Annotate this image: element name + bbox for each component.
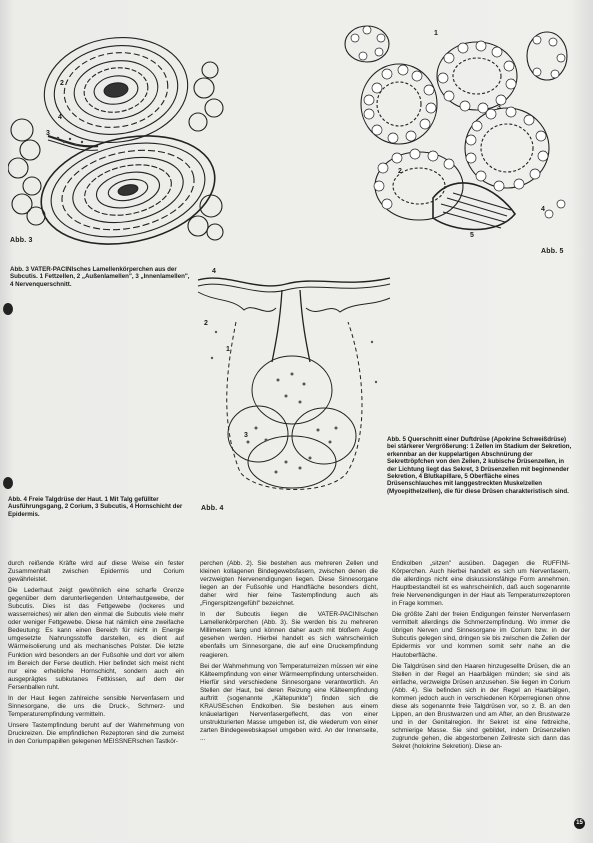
text-column-3 [392,560,570,836]
paragraph: In der Haut liegen zahlreiche sensible Nervenfasern und Sinnesorgane, die uns die Druck-, Schmerz- und Temperaturempfindung vermitteln. [8,694,184,718]
paragraph: Die Lederhaut zeigt gewöhnlich eine scharfe Grenze gegenüber dem darunterliegenden Unterhautgewebe, der Subcutis. Dies ist das Fettgewebe (lockeres und wasserreiches) wir allen den einmal die Subcutis viele mehr oder weniger Fettgewebe. Diese hat nämlich eine zweifache Bedeutung: Es kann einen Bereich für nicht in Energie umgesetzte Nahrungsstoffe darstellen, es dient auf Wärmeisolierung und als mechanisches Polster. Die letzte Funktion wird besonders an der Fußsohle und dort vor allem im Bereich der Ferse deutlich. Hier befindet sich meist nicht nur eine erhebliche Hornschicht, sondern auch ein ausgeprägtes subkutanes Fettkissen, auf dem der Fersenballen ruht. [8,587,184,691]
page-number: 15 [574,818,585,829]
figure-5-label: Abb. 5 [541,248,564,255]
figure-5-illustration [337,18,573,244]
figure-3-label: Abb. 3 [10,237,33,244]
paragraph: Unsere Tastempfindung beruht auf der Wahrnehmung von Druckreizen. Die empfindlichen Rezeptoren sind die zumeist in den Coriumpapillen gelegenen MEISSNERschen Tastkör- [8,721,184,745]
figure-4-caption: Abb. 4 Freie Talgdrüse der Haut. 1 Mit Talg gefüllter Ausführungsgang, 2 Corium, 3 Subcutis, 4 Hornschicht der Epidermis. [8,496,183,518]
punch-hole [3,303,13,315]
figure-3-marker: 4 [58,114,62,121]
figure-5-marker: 2 [398,168,402,175]
figure-5-caption: Abb. 5 Querschnitt einer Duftdrüse (Apokrine Schweißdrüse) bei stärkerer Vergrößerung: 1 Zellen im Stadium der Sekretion, erkennbar an der kuppelartigen Abschnürung der Sekrettröpfchen von den Zellen, 2 kubische Drüsenzellen, in der Lichtung liegt das Sekret, 3 Drüsenzellen mit beginnender Sekretion, 4 Blutkapillare, 5 Oberfläche eines Drüsenschlauches mit langgestreckten Muskelzellen (Myoepithelzellen), die für diese Drüsen charakteristisch sind. [387,436,572,495]
text-column-2 [200,560,378,836]
figure-4-marker: 4 [212,268,216,275]
paragraph: Die größte Zahl der freien Endigungen feinster Nervenfasern vermittelt allerdings die Schmerzempfindung. Wo immer die übrigen Nerven und Sinnesorgane im Corium bzw. in der Subcutis gelegen sind, dringen sie bis zwischen die Zellen der Epidermis vor und kommen somit sehr nahe an die Hautoberfläche. [392,611,570,659]
figure-4-label: Abb. 4 [201,505,224,512]
figure-4-marker: 3 [244,432,248,439]
figure-5-marker: 3 [497,104,501,111]
figure-4-illustration [196,262,392,502]
paragraph: In der Subcutis liegen die VATER-PACINIschen Lamellenkörperchen (Abb. 3). Sie werden bis zu mehreren Millimetern lang und können daher auch mit bloßem Auge gesehen werden. Hierbei handelt es sich wahrscheinlich ebenfalls um Sinnesorgane, die auf eine Druckempfindung reagieren. [200,611,378,659]
figure-4-marker: 1 [226,346,230,353]
figure-5-marker: 1 [434,30,438,37]
figure-5-marker: 4 [541,206,545,213]
punch-hole [3,477,13,489]
paragraph: perchen (Abb. 2). Sie bestehen aus mehreren Zellen und kleinen kollagenen Bindegewebsfasern, zwischen denen die verzweigten Nervenendigungen liegen. Diese Sinnesorgane liegen an der Fußsohle und Handfläche besonders dicht, daher wird hier feine Tastempfindung auch als „Fingerspitzengefühl" bezeichnet. [200,560,378,608]
figure-5-marker: 5 [470,232,474,239]
figure-3-marker: 3 [46,130,50,137]
figure-4-marker: 2 [204,320,208,327]
figure-3-caption: Abb. 3 VATER-PACINIsches Lamellenkörperchen aus der Subcutis. 1 Fettzellen, 2 „Außenlamellen", 3 „Innenlamellen", 4 Nervenquerschnitt. [10,266,190,288]
figure-3-marker: 2 [60,80,64,87]
paragraph: durch reißende Kräfte wird auf diese Weise ein fester Zusammenhalt zwischen Epidermis und Corium gewährleistet. [8,560,184,584]
text-column-1 [8,560,184,836]
paragraph: Endkolben „sitzen" ausüben. Dagegen die RUFFINI-Körperchen. Auch hierbei handelt es sich um Nervenfasern, die allerdings nicht eine diskussionsfähige Form annehmen. Hauptbestandteil ist es wahrscheinlich, daß auch sogenannte freie Nervenendigungen in der Haut als Temperaturrezeptoren in Frage kommen. [392,560,570,608]
paragraph: Die Talgdrüsen sind den Haaren hinzugesellte Drüsen, die an Stellen in der Regel an Haarbälgen münden; sie sind als einfache, verzweigte Drüsen anzusehen. Sie liegen im Corium (Abb. 4). Sie befinden sich in der Regel an Haarbälgen, kommen jedoch auch in verschiedenen Körperregionen ohne diese als sogenannte freie Talgdrüsen vor, so z. B. an den Lippen, an den Brustwarzen und am After, an den Brustwarze und in der Genitalregion. Ihr Sekret ist eine fettreiche, schmierige Masse. Sie sind gebildet, indem Drüsenzellen zugrunde gehen, die abgestorbenen Zellreste sich dann das Sekret (holokrine Sekretion). Diese an- [392,662,570,751]
figure-3-illustration [8,18,226,250]
paragraph: Bei der Wahrnehmung von Temperaturreizen müssen wir eine Kälteempfindung von einer Wärmeempfindung unterscheiden. Hierfür sind verschiedene Sinnesorgane verantwortlich. An Stellen der Haut, bei deren Reizung eine Kälteempfindung auftritt (sogenannte „Kältepunkte") finden sich die KRAUSEschen Endkolben. Sie bestehen aus einem knäuelartigen Nervenfasergeflecht, das von einer unstrukturierten Masse umgeben ist, die wiederum von einer zarten Bindegewebskapsel umgeben wird. An der Innenseite, ... [200,662,378,742]
